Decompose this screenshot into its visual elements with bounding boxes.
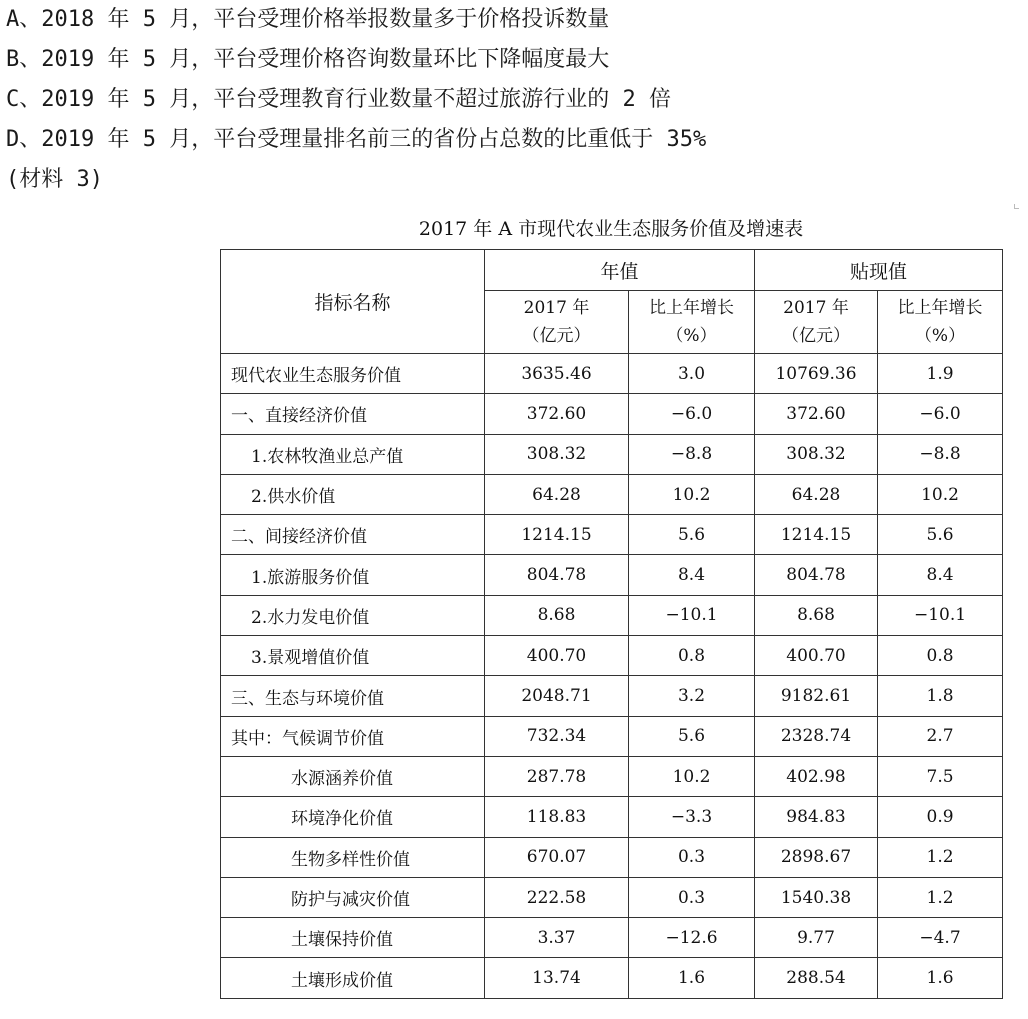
cell-annual: 3635.46 (485, 354, 629, 394)
row-name: 水源涵养价值 (221, 756, 485, 796)
row-name: 三、生态与环境价值 (221, 676, 485, 716)
cell-annual-growth: 5.6 (629, 515, 755, 555)
table-row (221, 474, 1003, 514)
cell-discount: 2328.74 (755, 716, 878, 756)
cell-discount: 288.54 (755, 958, 878, 998)
cell-annual-growth: 0.3 (629, 837, 755, 877)
cell-annual-growth: −3.3 (629, 797, 755, 837)
cell-discount-growth: −6.0 (878, 394, 1003, 434)
option-d: D、2019 年 5 月，平台受理量排名前三的省份占总数的比重低于 35% (6, 127, 707, 152)
cell-discount: 1540.38 (755, 877, 878, 917)
row-name: 土壤形成价值 (221, 958, 485, 998)
corner-mark (1014, 204, 1019, 209)
subheader-annual-growth (629, 291, 755, 354)
cell-annual-growth: 10.2 (629, 756, 755, 796)
cell-discount: 984.83 (755, 797, 878, 837)
table-row (221, 958, 1003, 998)
cell-discount: 10769.36 (755, 354, 878, 394)
cell-annual-growth: 3.2 (629, 676, 755, 716)
cell-annual-growth: −10.1 (629, 595, 755, 635)
cell-annual: 3.37 (485, 918, 629, 958)
data-table (220, 249, 1003, 999)
header-annual-value: 年值 (485, 250, 755, 291)
row-name: 环境净化价值 (221, 797, 485, 837)
cell-annual: 400.70 (485, 636, 629, 676)
table-row (221, 837, 1003, 877)
cell-annual: 222.58 (485, 877, 629, 917)
subheader-discount-growth (878, 291, 1003, 354)
subheader-annual-year (485, 291, 629, 354)
row-name: 1.旅游服务价值 (221, 555, 485, 595)
cell-annual-growth: −8.8 (629, 434, 755, 474)
cell-discount: 308.32 (755, 434, 878, 474)
row-name: 2.供水价值 (221, 474, 485, 514)
cell-discount: 64.28 (755, 474, 878, 514)
cell-annual: 732.34 (485, 716, 629, 756)
row-name: 3.景观增值价值 (221, 636, 485, 676)
subheader-unit-label: （亿元） (782, 326, 851, 346)
row-name: 土壤保持价值 (221, 918, 485, 958)
header-indicator-name: 指标名称 (221, 250, 485, 354)
table-row (221, 434, 1003, 474)
cell-discount: 2898.67 (755, 837, 878, 877)
row-name: 1.农林牧渔业总产值 (221, 434, 485, 474)
table-row (221, 676, 1003, 716)
row-name: 防护与减灾价值 (221, 877, 485, 917)
cell-annual: 64.28 (485, 474, 629, 514)
table-row (221, 636, 1003, 676)
cell-annual: 8.68 (485, 595, 629, 635)
cell-discount-growth: 8.4 (878, 555, 1003, 595)
table-title: 2017 年 A 市现代农业生态服务价值及增速表 (418, 218, 804, 240)
row-name: 生物多样性价值 (221, 837, 485, 877)
table-row (221, 877, 1003, 917)
row-name: 一、直接经济价值 (221, 394, 485, 434)
cell-annual: 2048.71 (485, 676, 629, 716)
cell-annual-growth: 0.3 (629, 877, 755, 917)
row-name: 其中：气候调节价值 (221, 716, 485, 756)
cell-annual-growth: 3.0 (629, 354, 755, 394)
subheader-growth-label: 比上年增长 (649, 298, 734, 318)
row-name: 二、间接经济价值 (221, 515, 485, 555)
cell-discount-growth: 1.2 (878, 837, 1003, 877)
cell-annual-growth: −12.6 (629, 918, 755, 958)
cell-annual: 308.32 (485, 434, 629, 474)
table-row (221, 515, 1003, 555)
cell-annual: 372.60 (485, 394, 629, 434)
cell-annual: 118.83 (485, 797, 629, 837)
subheader-discount-year (755, 291, 878, 354)
cell-annual-growth: 5.6 (629, 716, 755, 756)
cell-annual-growth: 1.6 (629, 958, 755, 998)
cell-discount-growth: 2.7 (878, 716, 1003, 756)
table-row (221, 797, 1003, 837)
cell-discount-growth: 7.5 (878, 756, 1003, 796)
cell-discount: 400.70 (755, 636, 878, 676)
subheader-unit-label: （亿元） (522, 326, 591, 346)
subheader-percent-label: （%） (666, 326, 717, 346)
table-header-row (221, 250, 1003, 291)
cell-discount-growth: 0.9 (878, 797, 1003, 837)
cell-annual: 13.74 (485, 958, 629, 998)
cell-discount-growth: 1.9 (878, 354, 1003, 394)
cell-discount-growth: 0.8 (878, 636, 1003, 676)
subheader-year-label: 2017 年 (523, 298, 590, 318)
table-row (221, 595, 1003, 635)
cell-discount: 402.98 (755, 756, 878, 796)
cell-discount-growth: 1.2 (878, 877, 1003, 917)
row-name: 现代农业生态服务价值 (221, 354, 485, 394)
table-row (221, 555, 1003, 595)
table-row (221, 394, 1003, 434)
material-label: (材料 3) (6, 167, 103, 192)
cell-discount-growth: 1.8 (878, 676, 1003, 716)
cell-discount: 9182.61 (755, 676, 878, 716)
cell-annual: 804.78 (485, 555, 629, 595)
cell-discount-growth: −4.7 (878, 918, 1003, 958)
answer-options (6, 0, 1016, 200)
subheader-percent-label: （%） (914, 326, 966, 346)
option-b: B、2019 年 5 月，平台受理价格咨询数量环比下降幅度最大 (6, 47, 610, 72)
cell-annual-growth: 8.4 (629, 555, 755, 595)
cell-annual-growth: 10.2 (629, 474, 755, 514)
table-row (221, 354, 1003, 394)
cell-discount-growth: −10.1 (878, 595, 1003, 635)
option-a: A、2018 年 5 月，平台受理价格举报数量多于价格投诉数量 (6, 7, 610, 32)
cell-discount: 1214.15 (755, 515, 878, 555)
cell-discount-growth: 5.6 (878, 515, 1003, 555)
cell-discount: 9.77 (755, 918, 878, 958)
cell-annual: 1214.15 (485, 515, 629, 555)
cell-annual-growth: −6.0 (629, 394, 755, 434)
cell-annual-growth: 0.8 (629, 636, 755, 676)
cell-annual: 287.78 (485, 756, 629, 796)
cell-discount-growth: −8.8 (878, 434, 1003, 474)
cell-discount-growth: 10.2 (878, 474, 1003, 514)
cell-discount: 372.60 (755, 394, 878, 434)
header-discounted-value: 贴现值 (755, 250, 1003, 291)
row-name: 2.水力发电价值 (221, 595, 485, 635)
cell-discount-growth: 1.6 (878, 958, 1003, 998)
cell-annual: 670.07 (485, 837, 629, 877)
table-row (221, 716, 1003, 756)
table-row (221, 756, 1003, 796)
cell-discount: 804.78 (755, 555, 878, 595)
subheader-year-label: 2017 年 (783, 298, 849, 318)
option-c: C、2019 年 5 月，平台受理教育行业数量不超过旅游行业的 2 倍 (6, 87, 671, 112)
subheader-growth-label: 比上年增长 (897, 298, 983, 318)
cell-discount: 8.68 (755, 595, 878, 635)
table-row (221, 918, 1003, 958)
